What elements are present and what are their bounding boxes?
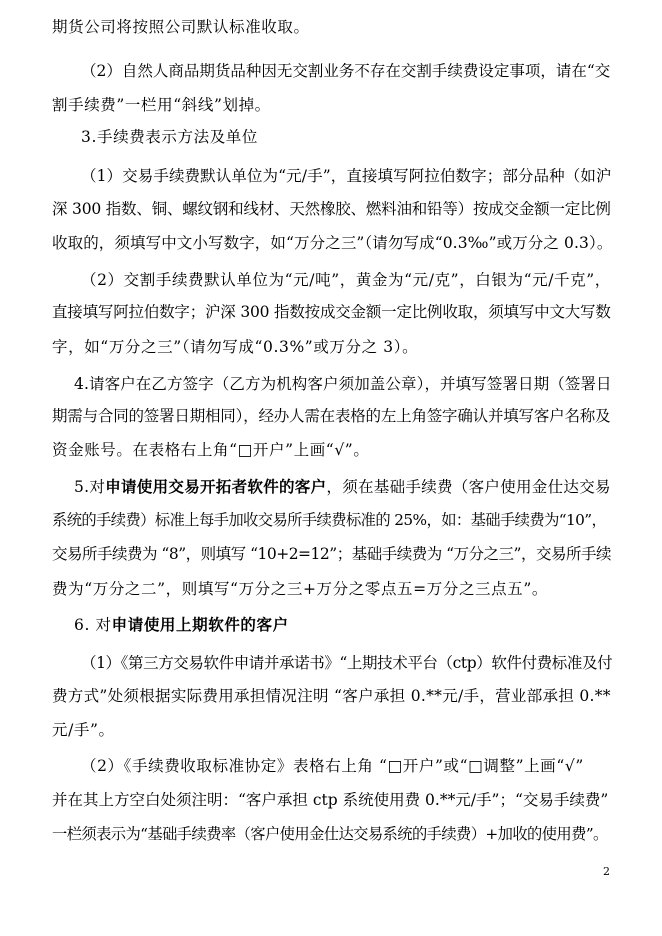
item5-suffix: ，须在基础手续费（客户使用金仕达交易: [326, 478, 611, 496]
paragraph-line: 费方式”处须根据实际费用承担情况注明 “客户承担 0.**元/手，营业部承担 0.**: [52, 687, 611, 705]
paragraph-line: 元/手”。: [52, 721, 115, 739]
paragraph-line: 直接填写阿拉伯数字；沪深 300 指数按成交金额一定比例收取，须填写中文大写数: [52, 303, 611, 321]
paragraph-line-item5: [74, 477, 611, 497]
paragraph-line: （1）交易手续费默认单位为“元/手”，直接填写阿拉伯数字；部分品种（如沪: [81, 167, 612, 185]
paragraph-line: 割手续费”一栏用“斜线”划掉。: [52, 96, 271, 114]
page-number: 2: [603, 865, 610, 878]
paragraph-line: （2）交割手续费默认单位为“元/吨”，黄金为“元/克”，白银为“元/千克”，: [81, 271, 611, 289]
item6-prefix: 6. 对: [74, 616, 112, 634]
paragraph-line: （1）《第三方交易软件申请并承诺书》“上期技术平台（ctp）软件付费标准及付: [81, 654, 613, 672]
paragraph-line: 资金账号。在表格右上角“□开户”上画“√”。: [52, 441, 370, 459]
paragraph-line: （2）《手续费收取标准协定》表格右上角 “□开户”或“□调整”上画“√”: [81, 757, 584, 775]
item5-bold-phrase: 申请使用交易开拓者软件的客户: [105, 477, 327, 496]
paragraph-line: 字，如“万分之三”（请勿写成“0.3%”或万分之 3）。: [52, 338, 419, 356]
paragraph-line: 交易所手续费为 “8”，则填写 “10+2=12”；基础手续费为 “万分之三”，交易所手续: [52, 545, 611, 563]
paragraph-line: 期货公司将按照公司默认标准收取。: [52, 18, 310, 36]
section-heading: 3.手续费表示方法及单位: [81, 128, 258, 146]
paragraph-line: 4.请客户在乙方签字（乙方为机构客户须加盖公章），并填写签署日期（签署日: [74, 375, 612, 393]
paragraph-line: 系统的手续费）标准上每手加收交易所手续费标准的 25%，如：基础手续费为“10”，: [52, 511, 607, 529]
paragraph-line: 并在其上方空白处须注明：“客户承担 ctp 系统使用费 0.**元/手”；“交易手续费”: [52, 791, 609, 809]
item5-prefix: 5.对: [74, 478, 106, 496]
paragraph-line: 收取的，须填写中文小写数字，如“万分之三”（请勿写成“0.3‰”或万分之 0.3）。: [52, 234, 613, 252]
paragraph-line: （2）自然人商品期货品种因无交割业务不存在交割手续费设定事项，请在“交: [81, 62, 611, 80]
paragraph-line: 一栏须表示为“基础手续费率（客户使用金仕达交易系统的手续费）+加收的使用费”。: [52, 825, 608, 843]
item6-bold-phrase: 申请使用上期软件的客户: [111, 615, 289, 634]
section-heading-item6: [74, 615, 289, 635]
paragraph-line: 深 300 指数、铜、螺纹钢和线材、天然橡胶、燃料油和铅等）按成交金额一定比例: [52, 200, 611, 218]
paragraph-line: 费为“万分之二”，则填写“万分之三+万分之零点五=万分之三点五”。: [52, 580, 548, 598]
paragraph-line: 期需与合同的签署日期相同），经办人需在表格的左上角签字确认并填写客户名称及: [52, 407, 611, 425]
